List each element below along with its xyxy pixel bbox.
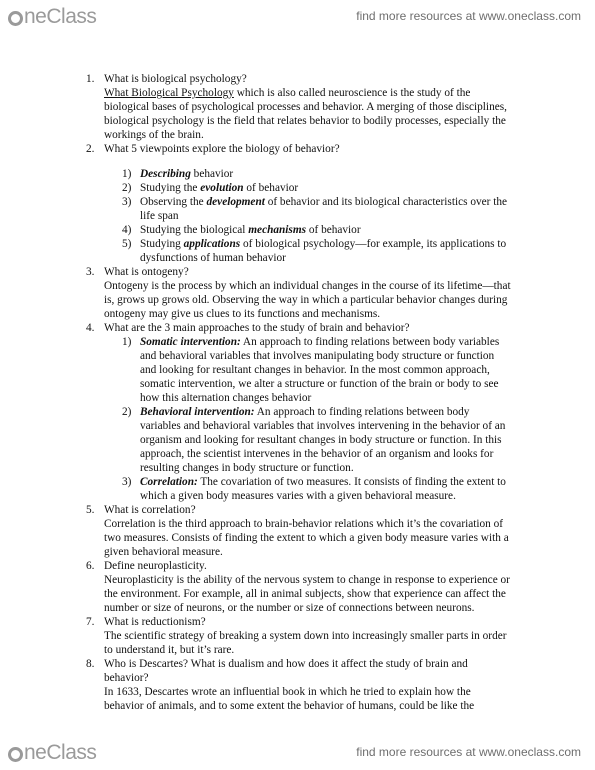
q5-answer-line: Correlation is the third approach to brain-behavior relations which it’s the covariation of: [104, 518, 504, 530]
q4-item-line: resulting changes in body structure or function.: [140, 462, 354, 474]
q7-answer-line: to understand it, but it’s rare.: [104, 644, 235, 656]
q4-item: Correlation: The covariation of two measures. It consists of finding the extent to: [140, 476, 506, 488]
q6-answer-line: Neuroplasticity is the ability of the nervous system to change in response to experience or: [104, 574, 510, 586]
q2-item: Observing the development of behavior and its biological characteristics over the: [140, 196, 508, 208]
oneclass-logo: neClass: [8, 5, 96, 29]
q2-item: Studying the biological mechanisms of behavior: [140, 224, 361, 236]
q2-item-number: 5): [122, 238, 132, 250]
q1-answer-line: biological bases of psychological processes and behavior. A merging of those disciplines,: [104, 101, 507, 113]
logo-o-icon: [8, 747, 23, 762]
q2-question: What 5 viewpoints explore the biology of behavior?: [104, 143, 340, 155]
q2-item-cont: life span: [140, 210, 179, 222]
q4-item-line: organism and looking for resultant changes in body structure or function. In this: [140, 434, 502, 446]
q1-question: What is biological psychology?: [104, 73, 247, 85]
q2-number: 2.: [86, 143, 95, 155]
q6-question: Define neuroplasticity.: [104, 560, 207, 572]
q2-item: Describing behavior: [140, 168, 234, 180]
q7-answer-line: The scientific strategy of breaking a system down into increasingly smaller parts in order: [104, 630, 507, 642]
q6-number: 6.: [86, 560, 95, 572]
q4-item-line: how this alternation changes behavior: [140, 392, 312, 404]
q2-item: Studying applications of biological psychology—for example, its applications to: [140, 238, 507, 250]
q8-answer-line: behavior of animals, and to some extent the behavior of humans, could be like the: [104, 700, 475, 712]
q4-item-line: which a given body measures varies with a given behavioral measure.: [140, 490, 456, 502]
q3-answer-line: is, grows up grows old. Observing the way in which a particular behavior changes during: [104, 294, 508, 306]
q1-answer-first: What Biological Psychology which is also called neuroscience is the study of the: [104, 87, 471, 99]
q4-item-line: approach, the scientist intervenes in the behavior of an organism and looks for: [140, 448, 494, 460]
q8-number: 8.: [86, 658, 95, 670]
q1-answer-line: biological psychology is the field that relates behavior to bodily processes, especially the: [104, 115, 506, 127]
q3-number: 3.: [86, 266, 95, 278]
q4-item-number: 3): [122, 476, 132, 488]
footer-tagline: find more resources at www.oneclass.com: [356, 745, 581, 759]
q4-item: Behavioral intervention: An approach to finding relations between body: [140, 406, 470, 418]
q5-number: 5.: [86, 504, 95, 516]
logo-o-icon: [8, 11, 23, 26]
oneclass-logo-footer: neClass: [8, 741, 96, 765]
q2-item: Studying the evolution of behavior: [140, 182, 299, 194]
q4-item-line: and behavioral variables that involves manipulating body structure or function: [140, 350, 495, 362]
q4-item: Somatic intervention: An approach to finding relations between body variables: [140, 336, 500, 348]
q4-item-line: somatic intervention, we alter a structure or function of the brain or body to see: [140, 378, 499, 390]
q5-answer-line: given behavioral measure.: [104, 546, 223, 558]
header-tagline: find more resources at www.oneclass.com: [356, 9, 581, 23]
q3-answer-line: Ontogeny is the process by which an individual changes in the course of its lifetime—that: [104, 280, 511, 292]
q3-question: What is ontogeny?: [104, 266, 189, 278]
q2-item-number: 3): [122, 196, 132, 208]
q4-question: What are the 3 main approaches to the study of brain and behavior?: [104, 322, 410, 334]
q2-item-number: 4): [122, 224, 132, 236]
q2-item-number: 1): [122, 168, 132, 180]
q4-item-line: and looking for resultant changes in behavior. In the most common approach,: [140, 364, 490, 376]
q1-number: 1.: [86, 73, 95, 85]
q4-item-number: 1): [122, 336, 132, 348]
q7-number: 7.: [86, 616, 95, 628]
q6-answer-line: the environment. For example, all in animal subjects, show that experience can affect the: [104, 588, 506, 600]
q3-answer-line: ontogeny may give us clues to its functions and mechanisms.: [104, 308, 381, 320]
q6-answer-line: number or size of neurons, or the number or size of connections between neurons.: [104, 602, 475, 614]
q5-question: What is correlation?: [104, 504, 196, 516]
q2-item-number: 2): [122, 182, 132, 194]
q5-answer-line: two measures. Consists of finding the extent to which a given body measure varies with a: [104, 532, 509, 544]
q4-item-line: variables and behavioral variables that involves intervening in the behavior of an: [140, 420, 506, 432]
q1-answer-line: workings of the brain.: [104, 129, 204, 141]
q8-answer-line: In 1633, Descartes wrote an influential book in which he tried to explain how the: [104, 686, 471, 698]
q7-question: What is reductionism?: [104, 616, 206, 628]
q8-question: Who is Descartes? What is dualism and how does it affect the study of brain and: [104, 658, 468, 670]
q4-item-number: 2): [122, 406, 132, 418]
q2-item-cont: dysfunctions of human behavior: [140, 252, 286, 264]
q4-number: 4.: [86, 322, 95, 334]
q8-question-cont: behavior?: [104, 672, 149, 684]
